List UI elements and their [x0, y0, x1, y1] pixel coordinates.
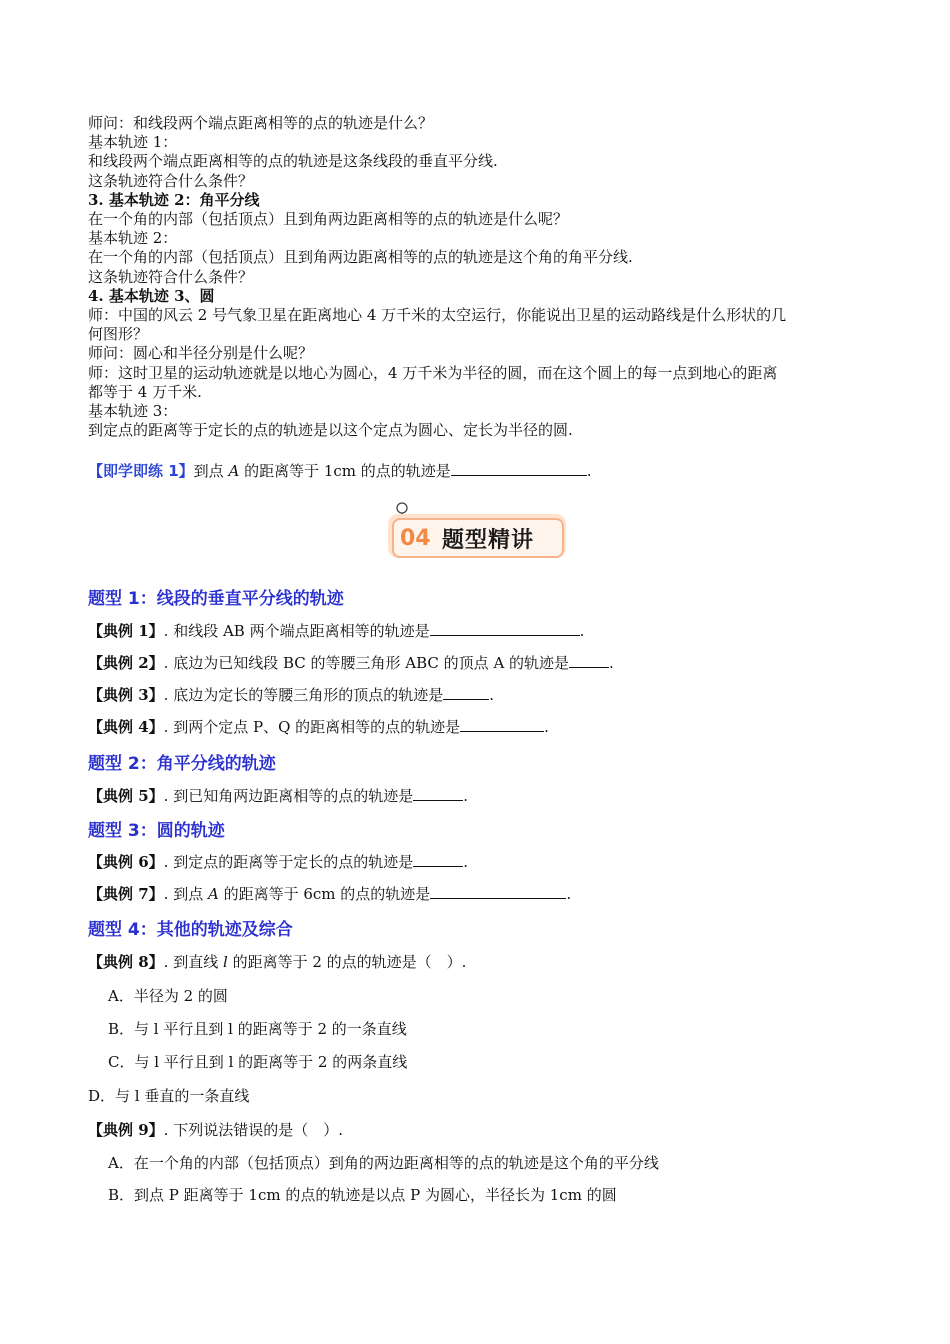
answer-blank[interactable]: [443, 685, 489, 700]
option-a[interactable]: A．半径为 2 的圆: [108, 987, 228, 1005]
example-tag: 【典例 7】: [88, 885, 164, 903]
example-4: [88, 716, 549, 737]
intro-line: 在一个角的内部（包括顶点）且到角两边距离相等的点的轨迹是什么呢？: [88, 210, 569, 229]
option-a[interactable]: A．在一个角的内部（包括顶点）到角的两边距离相等的点的轨迹是这个角的平分线: [108, 1154, 659, 1172]
intro-line: 师问：和线段两个端点距离相等的点的轨迹是什么？: [88, 114, 434, 132]
subheading-angle-bisector: 3. 基本轨迹 2：角平分线: [88, 190, 260, 209]
example-6: [88, 851, 468, 872]
answer-blank[interactable]: [430, 884, 566, 899]
practice-text: 的距离等于 1cm 的点的轨迹是: [239, 462, 451, 480]
option-d[interactable]: D．与 l 垂直的一条直线: [88, 1087, 250, 1105]
period: .: [544, 718, 549, 736]
period: .: [609, 654, 614, 672]
banner-title: 题型精讲: [442, 528, 535, 553]
subheading-circle: 4. 基本轨迹 3、圆: [88, 286, 215, 305]
period: .: [489, 686, 494, 704]
example-text: . 底边为已知线段 BC 的等腰三角形 ABC 的顶点 A 的轨迹是: [163, 654, 570, 672]
example-text: . 下列说法错误的是（ ）.: [163, 1121, 343, 1139]
example-text: . 到直线: [163, 953, 223, 971]
intro-line: 和线段两个端点距离相等的点的轨迹是这条线段的垂直平分线.: [88, 152, 498, 171]
intro-line: 师：中国的风云 2 号气象卫星在距离地心 4 万千米的太空运行，你能说出卫星的运动路线是什么形状的几: [88, 306, 787, 325]
example-7: [88, 883, 571, 904]
answer-blank[interactable]: [569, 653, 609, 668]
example-tag: 【典例 6】: [88, 853, 164, 871]
period: .: [566, 885, 572, 903]
variable-a: A: [228, 462, 240, 480]
example-text: . 到两个定点 P、Q 的距离相等的点的轨迹是: [163, 718, 461, 736]
example-text: . 到已知角两边距离相等的点的轨迹是: [163, 787, 414, 805]
example-tag: 【典例 5】: [88, 787, 164, 805]
banner-number: 04: [400, 526, 431, 551]
practice-text: 到点: [193, 462, 229, 480]
intro-line: 在一个角的内部（包括顶点）且到角两边距离相等的点的轨迹是这个角的角平分线.: [88, 248, 633, 267]
example-text: . 到定点的距离等于定长的点的轨迹是: [163, 853, 414, 871]
option-b[interactable]: B．与 l 平行且到 l 的距离等于 2 的一条直线: [108, 1020, 407, 1038]
intro-line: 基本轨迹 1：: [88, 133, 178, 152]
answer-blank[interactable]: [413, 786, 463, 801]
period: .: [463, 853, 468, 871]
period: .: [579, 622, 585, 640]
example-text: . 到点: [163, 885, 208, 903]
section-heading: 题型 3：圆的轨迹: [88, 821, 225, 841]
example-tag: 【典例 3】: [88, 686, 164, 704]
intro-line: 何图形？: [88, 325, 149, 344]
example-tag: 【典例 9】: [88, 1121, 164, 1139]
intro-line: 都等于 4 万千米.: [88, 382, 202, 401]
answer-blank[interactable]: [451, 461, 587, 476]
example-text: . 底边为定长的等腰三角形的顶点的轨迹是: [163, 686, 444, 704]
intro-line: 这条轨迹符合什么条件？: [88, 171, 254, 190]
variable-a: A: [207, 885, 219, 903]
example-text: . 和线段 AB 两个端点距离相等的轨迹是: [163, 622, 430, 640]
example-tag: 【典例 1】: [88, 622, 164, 640]
intro-line: 到定点的距离等于定长的点的轨迹是以这个定点为圆心、定长为半径的圆.: [88, 421, 573, 440]
section-heading: 题型 4：其他的轨迹及综合: [88, 920, 293, 940]
intro-line: 基本轨迹 3：: [88, 402, 178, 421]
period: .: [463, 787, 468, 805]
intro-line: 师：这时卫星的运动轨迹就是以地心为圆心，4 万千米为半径的圆，而在这个圆上的每一点到地心的距离: [88, 363, 778, 382]
variable-l: l: [222, 953, 228, 971]
example-tag: 【典例 4】: [88, 718, 164, 736]
intro-line: 基本轨迹 2：: [88, 229, 178, 248]
period: .: [586, 462, 592, 480]
example-1: [88, 620, 584, 641]
answer-blank[interactable]: [460, 717, 544, 732]
intro-line: 师问：圆心和半径分别是什么呢？: [88, 344, 314, 363]
example-text: 的距离等于 2 的点的轨迹是（ ）.: [227, 953, 467, 971]
practice-question: [88, 460, 592, 481]
example-text: 的距离等于 6cm 的点的轨迹是: [218, 885, 431, 903]
option-b[interactable]: B．到点 P 距离等于 1cm 的点的轨迹是以点 P 为圆心，半径长为 1cm 的圆: [108, 1186, 617, 1204]
practice-tag: 【即学即练 1】: [88, 462, 194, 480]
example-3: [88, 684, 494, 705]
example-5: [88, 785, 468, 806]
section-banner: [382, 500, 570, 574]
example-tag: 【典例 2】: [88, 654, 164, 672]
intro-line: 这条轨迹符合什么条件？: [88, 267, 254, 286]
example-2: [88, 652, 614, 673]
example-8: [88, 951, 466, 972]
answer-blank[interactable]: [430, 621, 580, 636]
answer-blank[interactable]: [413, 852, 463, 867]
example-9: [88, 1119, 343, 1140]
intro-text-block: [88, 114, 868, 440]
section-heading: 题型 1：线段的垂直平分线的轨迹: [88, 589, 344, 609]
option-c[interactable]: C．与 l 平行且到 l 的距离等于 2 的两条直线: [108, 1053, 408, 1071]
section-heading: 题型 2：角平分线的轨迹: [88, 754, 276, 774]
example-tag: 【典例 8】: [88, 953, 164, 971]
